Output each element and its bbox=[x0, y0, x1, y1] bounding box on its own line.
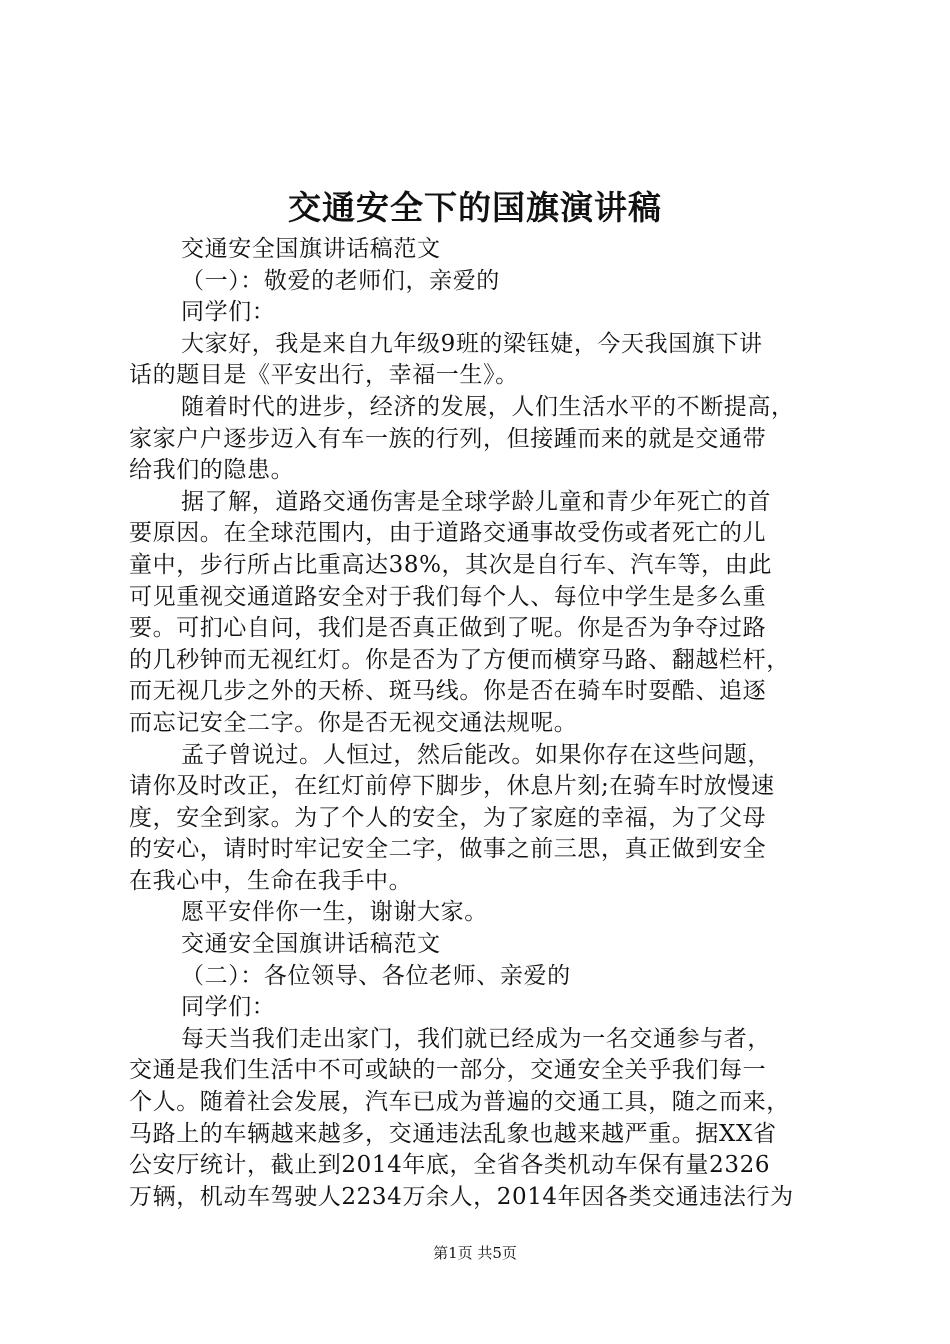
text-line: 要原因。在全球范围内，由于道路交通事故受伤或者死亡的儿 bbox=[129, 520, 767, 547]
text-line: 同学们： bbox=[181, 994, 276, 1021]
text-line: 马路上的车辆越来越多，交通违法乱象也越来越严重。据XX省 bbox=[129, 1120, 777, 1147]
text-line: 话的题目是《平安出行，幸福一生》。 bbox=[129, 362, 519, 389]
text-line: 给我们的隐患。 bbox=[129, 457, 295, 484]
text-line: 公安厅统计，截止到2014年底，全省各类机动车保有量2326 bbox=[129, 1152, 771, 1179]
text-line: 而无视几步之外的天桥、斑马线。你是否在骑车时耍酷、追逐 bbox=[129, 678, 767, 705]
text-line: 个人。随着社会发展，汽车已成为普遍的交通工具，随之而来， bbox=[129, 1089, 790, 1116]
text-line: 愿平安伴你一生，谢谢大家。 bbox=[181, 899, 488, 926]
text-line: （一）：敬爱的老师们，亲爱的 bbox=[181, 267, 500, 294]
text-line: 的安心，请时时牢记安全二字，做事之前三思，真正做到安全 bbox=[129, 836, 767, 863]
text-line: 度，安全到家。为了个人的安全，为了家庭的幸福，为了父母 bbox=[129, 804, 767, 831]
text-line: 大家好，我是来自九年级9班的梁钰婕，今天我国旗下讲 bbox=[181, 330, 763, 357]
text-line: 万辆，机动车驾驶人2234万余人，2014年因各类交通违法行为 bbox=[129, 1183, 794, 1210]
text-line: 请你及时改正，在红灯前停下脚步，休息片刻;在骑车时放慢速 bbox=[129, 773, 775, 800]
text-line: 同学们： bbox=[181, 299, 276, 326]
page-footer: 第1页 共5页 bbox=[433, 1244, 517, 1262]
text-line: 童中，步行所占比重高达38%，其次是自行车、汽车等，由此 bbox=[129, 551, 772, 578]
text-line: （二）：各位领导、各位老师、亲爱的 bbox=[181, 962, 571, 989]
text-line: 交通安全国旗讲话稿范文 bbox=[181, 931, 441, 958]
text-line: 的几秒钟而无视红灯。你是否为了方便而横穿马路、翻越栏杆， bbox=[129, 646, 790, 673]
text-line: 每天当我们走出家门，我们就已经成为一名交通参与者， bbox=[181, 1025, 771, 1052]
text-line: 孟子曾说过。人恒过，然后能改。如果你存在这些问题， bbox=[181, 741, 771, 768]
document-body bbox=[129, 234, 829, 1213]
text-line: 据了解，道路交通伤害是全球学龄儿童和青少年死亡的首 bbox=[181, 488, 771, 515]
text-line: 而忘记安全二字。你是否无视交通法规呢。 bbox=[129, 709, 578, 736]
text-line: 可见重视交通道路安全对于我们每个人、每位中学生是多么重 bbox=[129, 583, 767, 610]
text-line: 家家户户逐步迈入有车一族的行列，但接踵而来的就是交通带 bbox=[129, 425, 767, 452]
text-line: 随着时代的进步，经济的发展，人们生活水平的不断提高， bbox=[181, 393, 795, 420]
text-line: 交通是我们生活中不可或缺的一部分，交通安全关乎我们每一 bbox=[129, 1057, 767, 1084]
text-line: 在我心中，生命在我手中。 bbox=[129, 867, 413, 894]
text-line: 交通安全国旗讲话稿范文 bbox=[181, 236, 441, 262]
page-title: 交通安全下的国旗演讲稿 bbox=[288, 188, 662, 227]
text-line: 要。可扪心自问，我们是否真正做到了呢。你是否为争夺过路 bbox=[129, 615, 767, 642]
